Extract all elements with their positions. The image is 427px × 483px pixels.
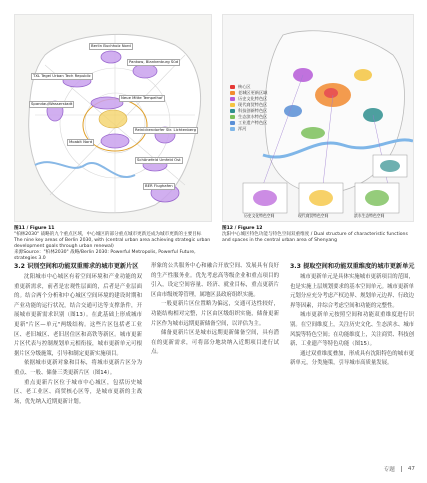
- legend-label: 浑河: [238, 126, 247, 131]
- figure-12-caption-text: 沈阳中心城区特色功能与特色空间双重维度 / Dual structure of characteristic functions and spaces in the central urban area of Shenyang: [222, 232, 408, 243]
- legend-label: 生态滨水特色区: [238, 114, 268, 119]
- body-column-1: [14, 273, 142, 407]
- inset-label-2: 现代商贸特色空间: [298, 213, 329, 218]
- paragraph: 形象的公共服务中心和融合开放空间、发展具有良好的生产性服务业。优先考虑高等级企业和重点项目的引入，设定空间容量、经济、就业目标，重点更新片区由市级统筹管理，属地区县政府组织实施。: [151, 263, 279, 298]
- legend-item: [230, 126, 267, 132]
- paragraph: 一般更新片区位置略为偏远，交通可达性较好，功能结构相对完整，片区由区级组织实施，储备更新片区作为城市远期更新储备空间，以评估为主。: [151, 301, 279, 327]
- area-label-2: Pankow, Blankenburg Süd: [129, 59, 179, 64]
- legend-label: 历史文化特色区: [238, 96, 268, 101]
- figure-12-legend: [230, 84, 267, 132]
- page-footer: [384, 465, 415, 473]
- area-label-1: Berlin Buchholz Nord: [91, 43, 131, 48]
- area-label-7: Moabit Nord: [69, 139, 93, 144]
- paragraph: 依据城市更新对象和目标，将城市更新片区分为重点、一般、储备三类更新片区（图14）。: [14, 360, 142, 376]
- figure-11-caption-source: 来源Source："柏林2030" 战略/Berlin 2030: Powerful Metropolis, Powerful Future, strategies 3.0: [14, 250, 196, 261]
- section-3-3-heading: 3.3 提取空间和功能双重维度的城市更新单元: [290, 263, 415, 270]
- page-number: 47: [407, 466, 415, 472]
- legend-label: 科技创新特色区: [238, 108, 268, 113]
- figure-12-caption: [222, 226, 414, 244]
- paragraph: 重点更新片区位于城市中心城区，包括历史城区、老工业区、商贸核心区等，是城市更新的主战场，优先纳入近期更新计划。: [14, 379, 142, 405]
- figure-11-caption-cn: "柏林2030" 战略的九个重点区域，中心城区的部分重点城市更新还成为城市更新的主要目标: [14, 232, 202, 237]
- area-label-4: Spandau/Wasserstadt: [31, 101, 73, 106]
- legend-label: 现代商贸特色区: [238, 102, 268, 107]
- legend-label: 老城区更新区域: [238, 90, 268, 95]
- figure-11-caption: [14, 226, 214, 262]
- legend-swatch: [230, 115, 235, 119]
- area-label-5: Neue Mitte Tempelhof: [121, 95, 163, 100]
- footer-divider: [401, 466, 402, 472]
- legend-swatch: [230, 85, 235, 89]
- area-label-9: BER Flughafen: [145, 183, 173, 188]
- body-column-2: [151, 262, 279, 358]
- legend-label: 工业遗产特色区: [238, 120, 268, 125]
- legend-swatch: [230, 97, 235, 101]
- paragraph: 通过双重维度叠加，形成具有沈阳特色的城市更新单元，分类施策，引导城市高质量发展。: [290, 350, 414, 367]
- area-label-8: Schönefeld Umfeld Ost: [137, 157, 181, 162]
- legend-label: 核心区: [238, 84, 251, 89]
- paragraph: 沈阳城市中心城区有着空间环境和产业功能的双重更新需求，前者是宏观性层面的，后者是产业层面的。结合两个分析和中心城区空间环境的建设时期和产业功能的运行状况，结合交通可达等支撑条件，开展城市更新需求识别（图13）。在此基础上形成城市更新"片区—单元"两级结构。这些片区包括老工业区、老旧城区、老旧居住区和高铁等新区。城市更新片区代表与控制规划单元相衔接，城市更新单元可根据片区分级施策，引导和制定更新实施项目。: [14, 274, 142, 357]
- paragraph: 城市更新单元是具体实施城市更新项目的范围，也是实施上层规划要求的基本空间单元。城市更新单元划分应充分考虑产权边界、规划单元边界、行政边界等因素，并综合考虑空间和功能的完整性。: [290, 274, 414, 309]
- body-column-3: [290, 273, 414, 369]
- footer-section-label: 专题: [383, 467, 395, 473]
- section-3-2-heading: 3.2 识别空间和功能双重需求的城市更新片区: [14, 263, 139, 270]
- legend-swatch: [230, 127, 235, 131]
- legend-swatch: [230, 103, 235, 107]
- figure-11-map: [14, 14, 212, 222]
- figure-11-caption-en: The nine key areas of Berlin 2030, with (central urban area achieving strategic urban development goals through urban renewal): [14, 238, 211, 249]
- inset-label-1: 历史文化特色空间: [244, 213, 275, 218]
- legend-swatch: [230, 91, 235, 95]
- paragraph: 城市更新单元按照空间和功能双重维度进行识别。在空间维度上，关注历史文化、生态滨水、城市风貌等特色空间；在功能维度上，关注商贸、科技创新、工业遗产等特色功能（图15）。: [290, 312, 414, 348]
- area-label-3: TXL Tegel Urban Tech Republic: [33, 73, 91, 78]
- figure-12-caption-label: 图12 / Figure 12: [222, 226, 263, 231]
- legend-swatch: [230, 121, 235, 125]
- area-label-6: Reinickendorfer Str. Lichtenberg: [135, 127, 197, 132]
- inset-label-3: 滨水生态特色空间: [354, 213, 385, 218]
- paragraph: 储备更新片区是城市远期更新储备空间，具有潜在的更新需求，可将部分地块纳入近期项目进行试点。: [151, 330, 279, 356]
- legend-swatch: [230, 109, 235, 113]
- figure-11-caption-label: 图11 / Figure 11: [14, 226, 55, 231]
